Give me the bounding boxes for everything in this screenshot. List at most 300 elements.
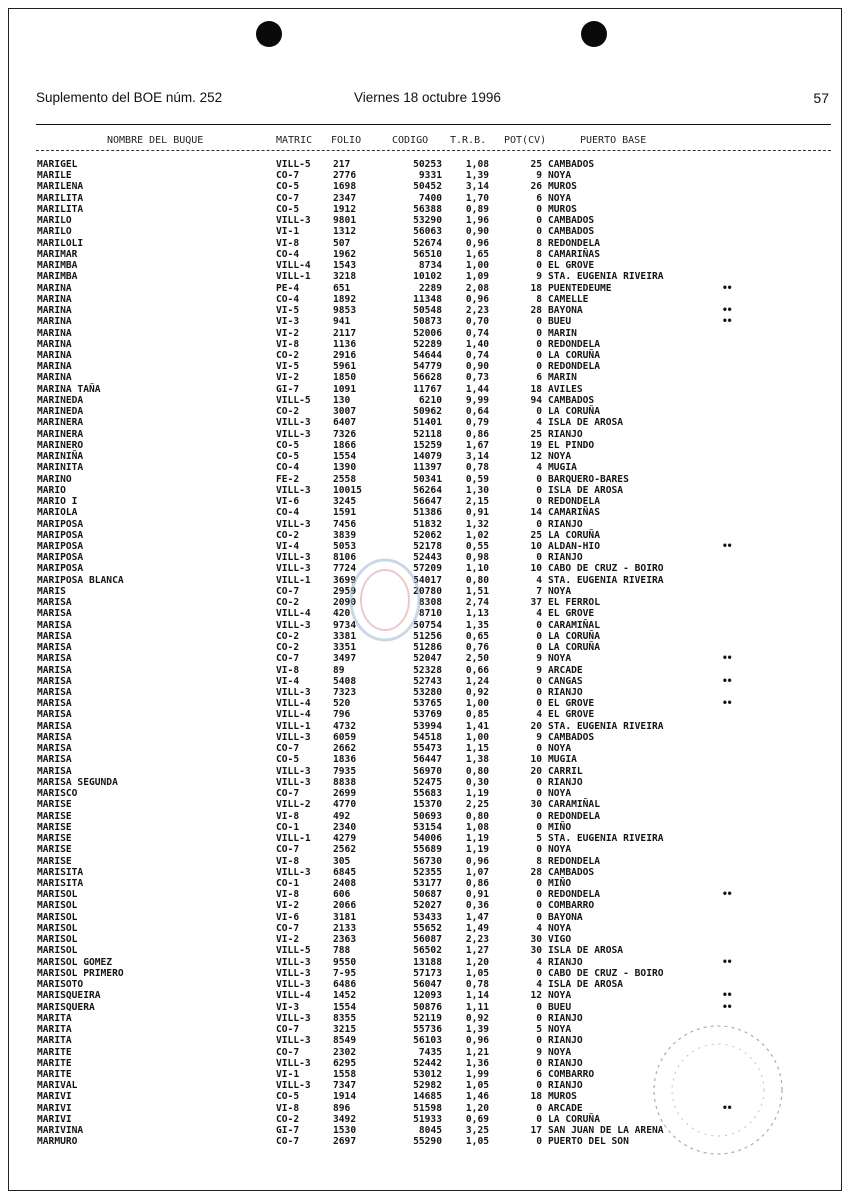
matricula: FE-2 (276, 473, 300, 485)
table-row (0, 766, 851, 777)
potencia: 0 (536, 203, 542, 215)
codigo: 9331 (418, 170, 442, 182)
puerto-base: RIANJO (548, 428, 583, 440)
codigo: 57209 (413, 563, 442, 575)
vessel-name: MARILITA (37, 192, 84, 204)
vessel-name: MARINO (37, 473, 72, 485)
codigo: 52118 (413, 428, 442, 440)
vessel-name: MARILOLI (37, 237, 84, 249)
trb: 1,49 (465, 922, 489, 934)
vessel-table (0, 159, 851, 1148)
potencia: 10 (530, 754, 542, 766)
vessel-name: MARISA (37, 630, 72, 642)
potencia: 8 (536, 855, 542, 867)
puerto-base: LA CORUÑA (548, 529, 600, 541)
puerto-base: CAMARIÑAS (548, 507, 600, 519)
matricula: CO-5 (276, 754, 300, 766)
folio: 1530 (333, 1125, 357, 1137)
vessel-name: MARILE (37, 170, 72, 182)
trb: 0,91 (465, 889, 489, 901)
puerto-base: COMBARRO (548, 1068, 595, 1080)
potencia: 19 (530, 439, 542, 451)
folio: 492 (333, 810, 351, 822)
puerto-base: STA. EUGENIA RIVEIRA (548, 720, 664, 732)
matricula: CO-7 (276, 170, 300, 182)
folio: 1091 (333, 383, 357, 395)
codigo: 51386 (413, 507, 442, 519)
folio: 2340 (333, 821, 357, 833)
trb: 0,90 (465, 361, 489, 373)
table-row (0, 361, 851, 372)
table-row (0, 687, 851, 698)
codigo: 53994 (413, 720, 442, 732)
puerto-base: CAMARIÑAS (548, 248, 600, 260)
table-row (0, 833, 851, 844)
codigo: 57173 (413, 967, 442, 979)
potencia: 26 (530, 181, 542, 193)
codigo: 10102 (413, 271, 442, 283)
trb: 1,24 (465, 675, 489, 687)
vessel-name: MARISOL (37, 922, 78, 934)
table-row (0, 226, 851, 237)
codigo: 55473 (413, 743, 442, 755)
trb: 0,92 (465, 1012, 489, 1024)
table-row (0, 238, 851, 249)
trb: 0,59 (465, 473, 489, 485)
potencia: 0 (536, 1012, 542, 1024)
codigo: 52674 (413, 237, 442, 249)
vessel-name: MARISOTO (37, 979, 84, 991)
table-row (0, 912, 851, 923)
trb: 0,89 (465, 203, 489, 215)
matricula: VILL-1 (276, 833, 311, 845)
puerto-base: RIANJO (548, 956, 583, 968)
potencia: 0 (536, 810, 542, 822)
table-row (0, 395, 851, 406)
matricula: CO-4 (276, 293, 300, 305)
matricula: CO-4 (276, 248, 300, 260)
folio: 788 (333, 945, 351, 957)
marginal-mark: •• (722, 540, 732, 552)
matricula: VILL-5 (276, 159, 311, 170)
potencia: 0 (536, 316, 542, 328)
potencia: 0 (536, 642, 542, 654)
codigo: 51832 (413, 518, 442, 530)
matricula: GI-7 (276, 1125, 300, 1137)
potencia: 0 (536, 260, 542, 272)
potencia: 7 (536, 585, 542, 597)
codigo: 14079 (413, 451, 442, 463)
col-pot: POT(CV) (504, 135, 547, 146)
trb: 1,47 (465, 911, 489, 923)
puerto-base: ARCADE (548, 664, 583, 676)
codigo: 52328 (413, 664, 442, 676)
potencia: 4 (536, 417, 542, 429)
puerto-base: EL PINDO (548, 439, 595, 451)
vessel-name: MARMURO (37, 1136, 78, 1148)
vessel-name: MARISE (37, 799, 72, 811)
marginal-mark: •• (722, 1102, 732, 1114)
trb: 0,90 (465, 226, 489, 238)
folio: 941 (333, 316, 351, 328)
matricula: VILL-1 (276, 271, 311, 283)
potencia: 0 (536, 1080, 542, 1092)
folio: 420 (333, 608, 351, 620)
folio: 7347 (333, 1080, 357, 1092)
codigo: 53177 (413, 878, 442, 889)
folio: 1962 (333, 248, 357, 260)
table-row (0, 957, 851, 968)
codigo: 54017 (413, 574, 442, 586)
vessel-name: MARIVI (37, 1091, 72, 1103)
trb: 3,14 (465, 181, 489, 193)
folio: 7456 (333, 518, 357, 530)
table-row (0, 631, 851, 642)
matricula: VI-8 (276, 1102, 300, 1114)
trb: 1,44 (465, 383, 489, 395)
table-row (0, 260, 851, 271)
puerto-base: ISLA DE AROSA (548, 979, 624, 991)
puerto-base: NOYA (548, 451, 572, 463)
matricula: VI-8 (276, 855, 300, 867)
trb: 0,64 (465, 406, 489, 418)
folio: 7326 (333, 428, 357, 440)
puerto-base: CAMBADOS (548, 159, 595, 170)
folio: 8838 (333, 776, 357, 788)
folio: 2776 (333, 170, 357, 182)
codigo: 56970 (413, 765, 442, 777)
folio: 1390 (333, 462, 357, 474)
codigo: 52743 (413, 675, 442, 687)
vessel-name: MARILENA (37, 181, 84, 193)
potencia: 0 (536, 496, 542, 508)
table-row (0, 507, 851, 518)
puerto-base: ARCADE (548, 1102, 583, 1114)
matricula: VILL-3 (276, 979, 311, 991)
vessel-name: MARISA (37, 642, 72, 654)
vessel-name: MARISA (37, 608, 72, 620)
matricula: VI-6 (276, 496, 300, 508)
codigo: 7400 (418, 192, 442, 204)
trb: 0,55 (465, 540, 489, 552)
table-row (0, 811, 851, 822)
table-row (0, 653, 851, 664)
trb: 0,91 (465, 507, 489, 519)
matricula: CO-2 (276, 642, 300, 654)
vessel-name: MARILO (37, 215, 72, 227)
puerto-base: EL GROVE (548, 709, 595, 721)
trb: 0,96 (465, 237, 489, 249)
codigo: 54779 (413, 361, 442, 373)
matricula: VILL-1 (276, 574, 311, 586)
folio: 89 (333, 664, 345, 676)
vessel-name: MARISQUEIRA (37, 990, 101, 1002)
vessel-name: MARISA (37, 597, 72, 609)
puerto-base: CARRIL (548, 765, 583, 777)
binder-hole (581, 21, 607, 47)
puerto-base: NOYA (548, 844, 572, 856)
col-matric: MATRIC (276, 135, 313, 146)
matricula: GI-7 (276, 383, 300, 395)
puerto-base: AVILES (548, 383, 583, 395)
trb: 1,51 (465, 585, 489, 597)
vessel-name: MARINA (37, 338, 72, 350)
table-row (0, 586, 851, 597)
codigo: 52062 (413, 529, 442, 541)
folio: 4279 (333, 833, 357, 845)
codigo: 56264 (413, 484, 442, 496)
matricula: VILL-4 (276, 260, 311, 272)
table-row (0, 979, 851, 990)
folio: 1543 (333, 260, 357, 272)
puerto-base: BAYONA (548, 305, 583, 317)
header-dashed-rule (36, 150, 831, 151)
folio: 3181 (333, 911, 357, 923)
marginal-mark: •• (722, 316, 732, 328)
trb: 0,80 (465, 574, 489, 586)
potencia: 0 (536, 1001, 542, 1013)
codigo: 53154 (413, 821, 442, 833)
folio: 8106 (333, 552, 357, 564)
puerto-base: MIÑO (548, 878, 572, 889)
vessel-name: MARINA (37, 293, 72, 305)
codigo: 52027 (413, 900, 442, 912)
potencia: 0 (536, 552, 542, 564)
matricula: VILL-3 (276, 215, 311, 227)
trb: 1,15 (465, 743, 489, 755)
folio: 1912 (333, 203, 357, 215)
trb: 1,30 (465, 484, 489, 496)
folio: 2302 (333, 1046, 357, 1058)
matricula: VILL-4 (276, 709, 311, 721)
potencia: 0 (536, 327, 542, 339)
trb: 1,05 (465, 1080, 489, 1092)
matricula: VI-8 (276, 338, 300, 350)
matricula: CO-5 (276, 203, 300, 215)
potencia: 37 (530, 597, 542, 609)
trb: 1,99 (465, 1068, 489, 1080)
folio: 2558 (333, 473, 357, 485)
puerto-base: RIANJO (548, 552, 583, 564)
codigo: 53433 (413, 911, 442, 923)
table-row (0, 642, 851, 653)
potencia: 0 (536, 1057, 542, 1069)
vessel-name: MARISITA (37, 866, 84, 878)
codigo: 51401 (413, 417, 442, 429)
puerto-base: BARQUERO-BARES (548, 473, 629, 485)
trb: 1,02 (465, 529, 489, 541)
potencia: 4 (536, 574, 542, 586)
matricula: CO-4 (276, 507, 300, 519)
matricula: VILL-3 (276, 428, 311, 440)
table-row (0, 990, 851, 1001)
puerto-base: REDONDELA (548, 810, 600, 822)
folio: 1136 (333, 338, 357, 350)
potencia: 9 (536, 170, 542, 182)
trb: 0,85 (465, 709, 489, 721)
table-row (0, 575, 851, 586)
matricula: VI-5 (276, 361, 300, 373)
codigo: 56063 (413, 226, 442, 238)
folio: 9550 (333, 956, 357, 968)
folio: 2408 (333, 878, 357, 889)
trb: 0,86 (465, 878, 489, 889)
codigo: 52442 (413, 1057, 442, 1069)
trb: 1,10 (465, 563, 489, 575)
puerto-base: LA CORUÑA (548, 349, 600, 361)
matricula: CO-2 (276, 630, 300, 642)
header-rule (36, 124, 831, 125)
trb: 1,32 (465, 518, 489, 530)
folio: 606 (333, 889, 351, 901)
trb: 2,15 (465, 496, 489, 508)
matricula: CO-7 (276, 585, 300, 597)
page-number: 57 (813, 90, 829, 106)
folio: 130 (333, 394, 351, 406)
table-row (0, 519, 851, 530)
vessel-name: MARINEDA (37, 394, 84, 406)
puerto-base: ISLA DE AROSA (548, 484, 624, 496)
folio: 10015 (333, 484, 362, 496)
matricula: VILL-4 (276, 990, 311, 1002)
trb: 1,08 (465, 159, 489, 170)
puerto-base: EL FERROL (548, 597, 600, 609)
trb: 0,36 (465, 900, 489, 912)
trb: 0,96 (465, 1035, 489, 1047)
puerto-base: RIANJO (548, 518, 583, 530)
potencia: 20 (530, 720, 542, 732)
table-row (0, 541, 851, 552)
matricula: VILL-3 (276, 687, 311, 699)
codigo: 52178 (413, 540, 442, 552)
matricula: PE-4 (276, 282, 300, 294)
vessel-name: MARISA (37, 675, 72, 687)
codigo: 52006 (413, 327, 442, 339)
trb: 1,19 (465, 833, 489, 845)
marginal-mark: •• (722, 990, 732, 1002)
codigo: 50693 (413, 810, 442, 822)
puerto-base: CAMBADOS (548, 731, 595, 743)
puerto-base: MUROS (548, 203, 577, 215)
potencia: 8 (536, 293, 542, 305)
folio: 7-95 (333, 967, 357, 979)
trb: 1,20 (465, 1102, 489, 1114)
potencia: 18 (530, 282, 542, 294)
puerto-base: RIANJO (548, 1057, 583, 1069)
folio: 1554 (333, 451, 357, 463)
folio: 6295 (333, 1057, 357, 1069)
trb: 1,00 (465, 731, 489, 743)
potencia: 0 (536, 473, 542, 485)
table-row (0, 620, 851, 631)
marginal-mark: •• (722, 305, 732, 317)
trb: 1,05 (465, 967, 489, 979)
folio: 3381 (333, 630, 357, 642)
potencia: 0 (536, 675, 542, 687)
codigo: 55290 (413, 1136, 442, 1148)
puerto-base: CAMBADOS (548, 394, 595, 406)
folio: 1312 (333, 226, 357, 238)
col-port: PUERTO BASE (580, 135, 647, 146)
vessel-name: MARINA (37, 372, 72, 384)
folio: 9853 (333, 305, 357, 317)
matricula: VI-3 (276, 316, 300, 328)
codigo: 7435 (418, 1046, 442, 1058)
matricula: VI-6 (276, 911, 300, 923)
table-row (0, 406, 851, 417)
puerto-base: REDONDELA (548, 237, 600, 249)
trb: 1,40 (465, 338, 489, 350)
potencia: 4 (536, 462, 542, 474)
vessel-name: MARIOLA (37, 507, 78, 519)
puerto-base: REDONDELA (548, 855, 600, 867)
trb: 1,14 (465, 990, 489, 1002)
folio: 1558 (333, 1068, 357, 1080)
puerto-base: RIANJO (548, 687, 583, 699)
table-row (0, 474, 851, 485)
codigo: 53280 (413, 687, 442, 699)
puerto-base: NOYA (548, 1024, 572, 1036)
folio: 2363 (333, 934, 357, 946)
puerto-base: RIANJO (548, 776, 583, 788)
table-row (0, 249, 851, 260)
matricula: CO-1 (276, 878, 300, 889)
puerto-base: NOYA (548, 990, 572, 1002)
trb: 2,50 (465, 653, 489, 665)
table-row (0, 193, 851, 204)
puerto-base: VIGO (548, 934, 572, 946)
folio: 3839 (333, 529, 357, 541)
folio: 3497 (333, 653, 357, 665)
vessel-name: MARINITA (37, 462, 84, 474)
puerto-base: COMBARRO (548, 900, 595, 912)
matricula: CO-4 (276, 462, 300, 474)
vessel-name: MARIVINA (37, 1125, 84, 1137)
marginal-mark: •• (722, 956, 732, 968)
folio: 5408 (333, 675, 357, 687)
codigo: 52443 (413, 552, 442, 564)
matricula: VILL-2 (276, 799, 311, 811)
folio: 9801 (333, 215, 357, 227)
potencia: 0 (536, 338, 542, 350)
table-row (0, 777, 851, 788)
vessel-name: MARISOL PRIMERO (37, 967, 124, 979)
table-row (0, 563, 851, 574)
puerto-base: NOYA (548, 170, 572, 182)
puerto-base: CABO DE CRUZ - BOIRO (548, 563, 664, 575)
matricula: VI-1 (276, 1068, 300, 1080)
matricula: CO-2 (276, 597, 300, 609)
codigo: 52355 (413, 866, 442, 878)
folio: 2662 (333, 743, 357, 755)
folio: 3351 (333, 642, 357, 654)
matricula: VI-8 (276, 810, 300, 822)
codigo: 52475 (413, 776, 442, 788)
folio: 3215 (333, 1024, 357, 1036)
potencia: 0 (536, 776, 542, 788)
table-row (0, 923, 851, 934)
folio: 6486 (333, 979, 357, 991)
table-row (0, 900, 851, 911)
trb: 1,19 (465, 844, 489, 856)
puerto-base: EL GROVE (548, 608, 595, 620)
vessel-name: MARITE (37, 1057, 72, 1069)
puerto-base: MIÑO (548, 821, 572, 833)
vessel-name: MARISA (37, 731, 72, 743)
trb: 0,78 (465, 979, 489, 991)
potencia: 0 (536, 878, 542, 889)
codigo: 56103 (413, 1035, 442, 1047)
